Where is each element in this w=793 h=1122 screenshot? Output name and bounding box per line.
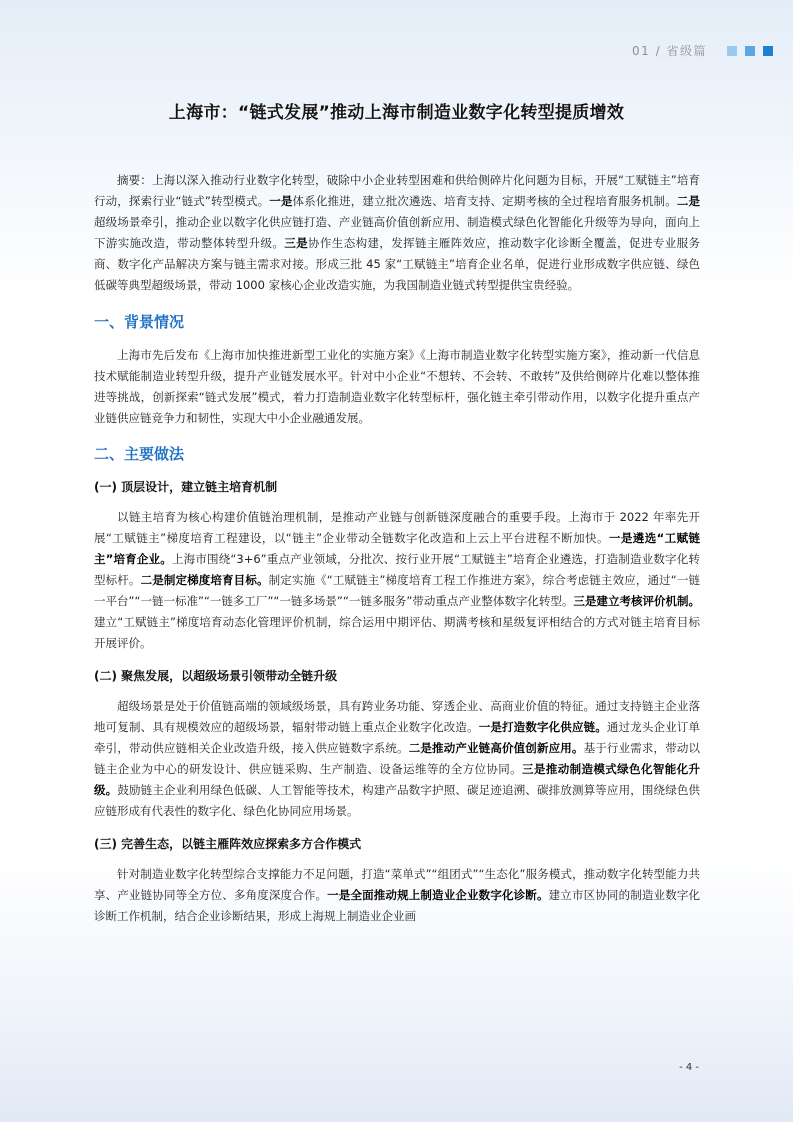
section2-heading: 二、主要做法 [94, 445, 185, 463]
sub3-text-2: 建立市区协同的制造业数字化诊断工作机制，结合企业诊断结果，形成上海规上制造业企业画 [94, 888, 701, 923]
sub2-text-1: 超级场景是处于价值链高端的领域级场景，具有跨业务功能、穿透企业、高商业价值的特征。通过支持链主企业落地可复制、具有规模效应的超级场景，辐射带动链上重点企业数字化改造。 [94, 699, 700, 734]
decor-square-medium [745, 46, 755, 56]
decor-square-light [727, 46, 737, 56]
sub1-text-1: 以链主培育为核心构建价值链治理机制，是推动产业链与创新链深度融合的重要手段。上海市于 2022 年率先开展“工赋链主”梯度培育工程建设，以“链主”企业带动全链数字化改造和上云上平台进程不断加快。 [94, 510, 700, 545]
abstract-bold-1: 一是 [269, 194, 293, 208]
abstract-bold-3: 三是 [284, 236, 309, 250]
section1-paragraph: 上海市先后发布《上海市加快推进新型工业化的实施方案》《上海市制造业数字化转型实施方案》，推动新一代信息技术赋能制造业转型升级，提升产业链发展水平。针对中小企业“不想转、不会转、不敢转”及供给侧碎片化难以整体推进等挑战，创新探索“链式发展”模式，着力打造制造业数字化转型标杆，强化链主牵引带动作用，以数字化提升重点产业链供应链竞争力和韧性，实现大中小企业融通发展。 [94, 348, 700, 425]
sub2-text-3: 基于行业需求，带动以链主企业为中心的研发设计、供应链采购、生产制造、设备运维等的全方位协同。 [94, 741, 701, 776]
sub1-text-3: 制定实施《“工赋链主”梯度培育工程工作推进方案》，综合考虑链主效应，通过“一链一平台”“一链一标准”“一链多工厂”“一链多场景”“一链多服务”带动重点产业整体数字化转型。 [94, 573, 701, 608]
sub1-text-2: 上海市围绕“3+6”重点产业领域，分批次、按行业开展“工赋链主”培育企业遴选，打造制造业数字化转型标杆。 [94, 552, 700, 587]
abstract-text-4: 协作生态构建，发挥链主雁阵效应，推动数字化诊断全覆盖，促进专业服务商、数字化产品解决方案与链主需求对接。形成三批 45 家“工赋链主”培育企业名单，促进行业形成数字供应链、绿色低碳等典型超级场景，带动 1000 家核心企业改造实施，为我国制造业链式转型提供宝贵经验。 [94, 236, 701, 292]
sub1-bold-2: 二是制定梯度培育目标。 [140, 573, 269, 587]
sub1-bold-1: 一是遴选“工赋链主”培育企业。 [94, 531, 701, 566]
sub2-text-4: 鼓励链主企业利用绿色低碳、人工智能等技术，构建产品数字护照、碳足迹追溯、碳排放测算等应用，围绕绿色供应链形成有代表性的数字化、绿色化协同应用场景。 [94, 783, 701, 818]
abstract-paragraph [94, 170, 700, 296]
decor-square-dark [763, 46, 773, 56]
subsection1-paragraph [94, 507, 700, 654]
sub2-bold-2: 二是推动产业链高价值创新应用。 [408, 741, 584, 755]
sub3-text-1: 针对制造业数字化转型综合支撑能力不足问题，打造“菜单式”“组团式”“生态化”服务模式，推动数字化转型能力共享、产业链协同等全方位、多角度深度合作。 [94, 867, 700, 902]
section1-heading: 一、背景情况 [94, 313, 185, 331]
abstract-text-1: 摘要：上海以深入推动行业数字化转型，破除中小企业转型困难和供给侧碎片化问题为目标，开展“工赋链主”培育行动，探索行业“链式”转型模式。 [94, 173, 700, 208]
document-body [94, 170, 700, 927]
subsection3-heading: (三) 完善生态，以链主雁阵效应探索多方合作模式 [94, 837, 362, 851]
sub3-bold-1: 一是全面推动规上制造业企业数字化诊断。 [327, 888, 549, 902]
subsection1-heading: (一) 顶层设计，建立链主培育机制 [94, 480, 278, 494]
sub1-text-4: 建立“工赋链主”梯度培育动态化管理评价机制，综合运用中期评估、期满考核和星级复评相结合的方式对链主培育目标开展评价。 [94, 615, 700, 650]
subsection2-paragraph [94, 696, 700, 822]
sub2-bold-1: 一是打造数字化供应链。 [478, 720, 607, 734]
sub1-bold-3: 三是建立考核评价机制。 [573, 594, 700, 608]
abstract-bold-2: 二是 [676, 194, 701, 208]
abstract-text-2: 体系化推进，建立批次遴选、培育支持、定期考核的全过程培育服务机制。 [292, 194, 677, 208]
subsection3-paragraph [94, 864, 700, 927]
page-header [632, 42, 773, 59]
document-title: 上海市：“链式发展”推动上海市制造业数字化转型提质增效 [168, 103, 625, 123]
page-number: - 4 - [679, 1062, 699, 1073]
subsection2-heading: (二) 聚焦发展，以超级场景引领带动全链升级 [94, 669, 338, 683]
abstract-text-3: 超级场景牵引，推动企业以数字化供应链打造、产业链高价值创新应用、制造模式绿色化智能化升级等为导向，面向上下游实施改造，带动整体转型升级。 [94, 215, 700, 250]
sub2-text-2: 通过龙头企业订单牵引，带动供应链相关企业改造升级，接入供应链数字系统。 [94, 720, 701, 755]
section-label: 01 / 省级篇 [632, 44, 707, 58]
sub2-bold-3: 三是推动制造模式绿色化智能化升级。 [94, 762, 701, 797]
